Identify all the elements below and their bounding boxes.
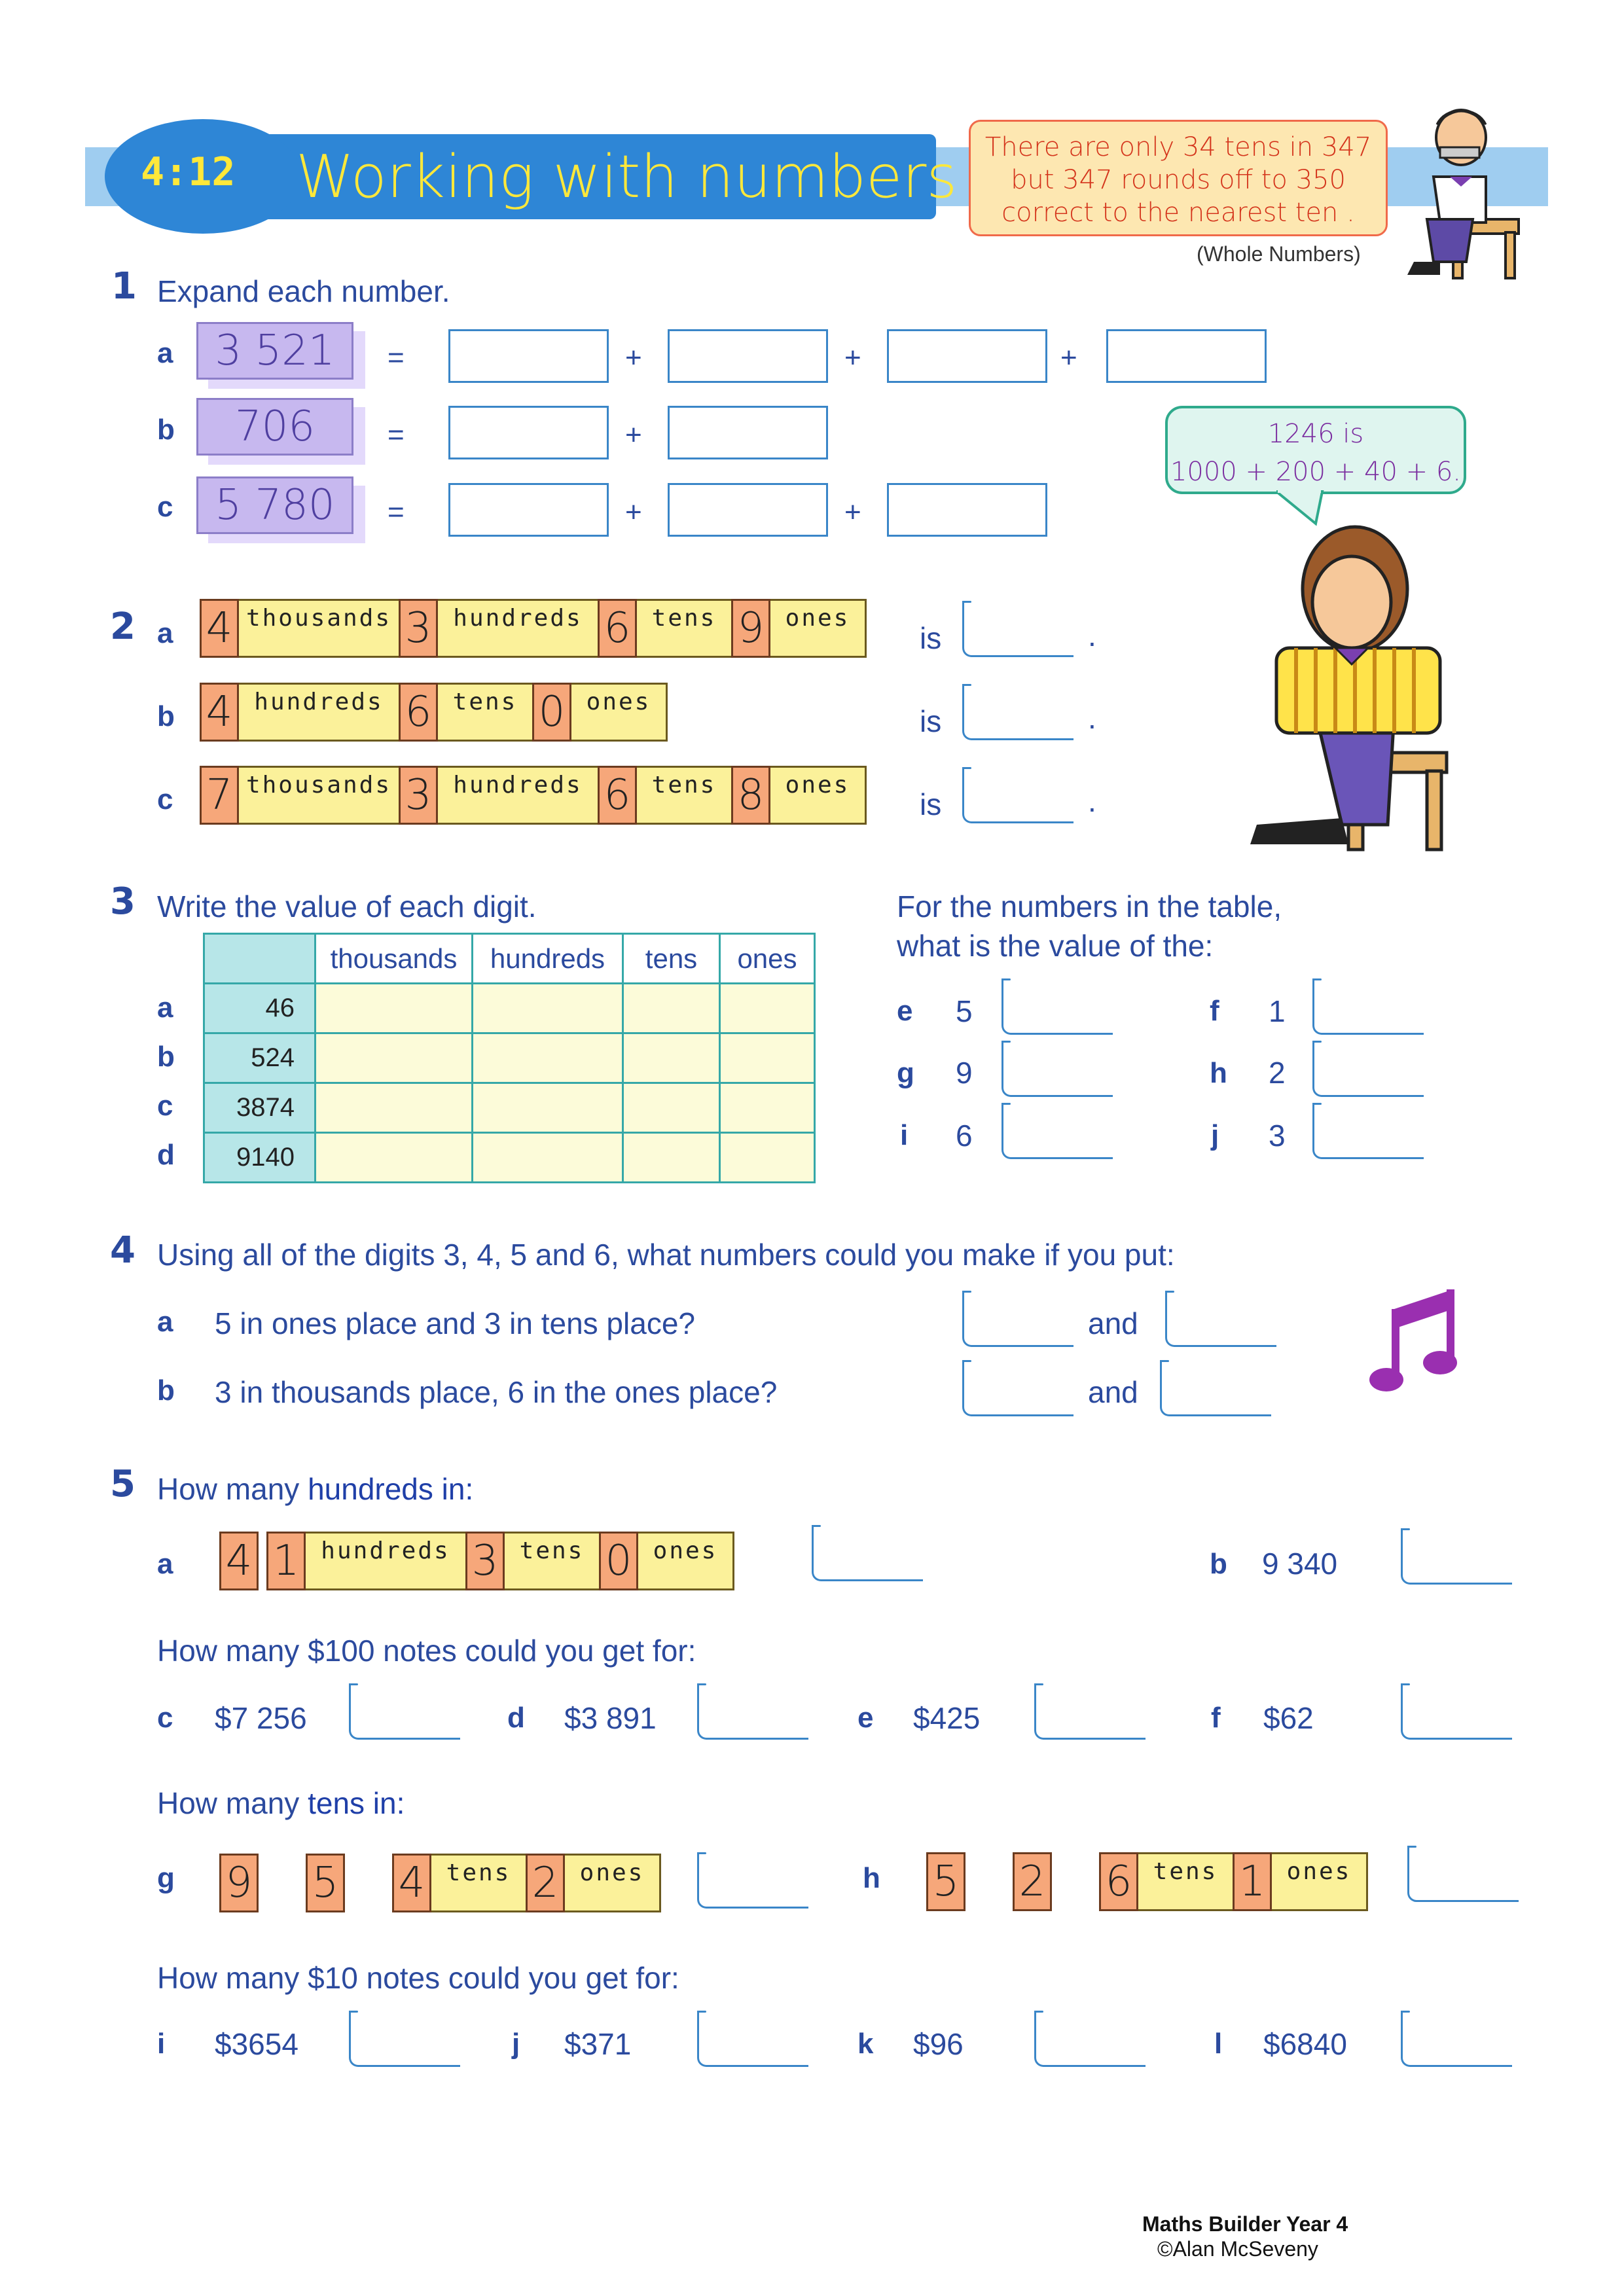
q5h-word-1: tens	[1136, 1852, 1235, 1911]
q2b-digit-3: 0	[532, 683, 571, 742]
cell-b-ones[interactable]	[720, 1033, 815, 1083]
lesson-code: 4:12	[141, 149, 236, 195]
footer-book: Maths Builder Year 4	[1142, 2212, 1348, 2236]
place-value-table	[203, 933, 816, 1183]
q5e-answer[interactable]	[1034, 1683, 1146, 1740]
q5-text-tens-bold: tens in:	[308, 1786, 405, 1820]
q5g-place-strip	[219, 1854, 659, 1912]
q3h-digit: 2	[1269, 1056, 1286, 1090]
q3i-answer[interactable]	[1001, 1103, 1113, 1159]
q3-letter-a: a	[157, 992, 173, 1024]
cell-b-tens[interactable]	[623, 1033, 720, 1083]
q5-letter-h: h	[863, 1862, 880, 1894]
q5a-digit-4: 0	[599, 1532, 638, 1590]
q1b-answer-2[interactable]	[668, 406, 828, 459]
q3f-answer[interactable]	[1312, 978, 1424, 1035]
q1c-number-card: 5 780	[196, 476, 353, 534]
harmonica-player-illustration	[1388, 98, 1532, 288]
header-hundreds: hundreds	[473, 934, 623, 984]
q3-letter-c: c	[157, 1090, 173, 1122]
q5k-value: $96	[913, 2027, 964, 2061]
question-2-number: 2	[110, 605, 135, 648]
q3g-answer[interactable]	[1001, 1041, 1113, 1097]
q5i-answer[interactable]	[349, 2011, 460, 2067]
q2a-place-strip	[200, 599, 865, 658]
q1c-answer-3[interactable]	[887, 483, 1047, 537]
q5-letter-b: b	[1210, 1548, 1227, 1580]
table-row	[204, 1133, 815, 1183]
q3j-digit: 3	[1269, 1119, 1286, 1153]
question-5-number: 5	[110, 1463, 135, 1505]
q2a-digit-1: 4	[200, 599, 239, 658]
question-3-number: 3	[110, 880, 135, 923]
speech-bubble	[1165, 406, 1466, 494]
q1-letter-c: c	[157, 491, 173, 523]
q2a-is: is	[920, 621, 942, 655]
header-thousands: thousands	[316, 934, 473, 984]
q5a-digit-2: 1	[266, 1532, 306, 1590]
q5i-value: $3654	[215, 2027, 298, 2061]
q2-letter-b: b	[157, 700, 175, 732]
q5g-word-1: tens	[429, 1854, 528, 1912]
cell-a-hundreds[interactable]	[473, 984, 623, 1033]
q2b-place-strip	[200, 683, 666, 742]
q2c-digit-3: 6	[598, 766, 637, 825]
row-value-a: 46	[204, 984, 316, 1033]
q5-letter-f: f	[1211, 1702, 1221, 1734]
q5k-answer[interactable]	[1034, 2011, 1146, 2067]
question-1-text: Expand each number.	[157, 274, 450, 308]
cell-d-thousands[interactable]	[316, 1133, 473, 1183]
q5h-digit-4: 1	[1233, 1852, 1272, 1911]
row-value-b: 524	[204, 1033, 316, 1083]
q5e-value: $425	[913, 1701, 981, 1735]
q4a-and: and	[1088, 1306, 1138, 1340]
q5h-place-strip	[926, 1852, 1366, 1911]
q5c-answer[interactable]	[349, 1683, 460, 1740]
q5a-place-strip	[219, 1532, 732, 1590]
q3-side-text-2: what is the value of the:	[897, 929, 1214, 963]
q3-letter-e: e	[897, 995, 913, 1027]
cell-b-thousands[interactable]	[316, 1033, 473, 1083]
q2c-word-4: ones	[768, 766, 867, 825]
q5h-digit-3: 6	[1099, 1852, 1138, 1911]
q5g-digit-3: 4	[392, 1854, 431, 1912]
q2b-is: is	[920, 704, 942, 738]
q2a-digit-4: 9	[731, 599, 770, 658]
cell-a-ones[interactable]	[720, 984, 815, 1033]
q2-letter-c: c	[157, 783, 173, 816]
table-row	[204, 984, 815, 1033]
music-note-icon	[1368, 1283, 1466, 1401]
question-4-text: Using all of the digits 3, 4, 5 and 6, what numbers could you make if you put:	[157, 1238, 1175, 1272]
cell-c-tens[interactable]	[623, 1083, 720, 1133]
q5a-word-1: hundreds	[304, 1532, 467, 1590]
q1a-answer-4[interactable]	[1106, 329, 1267, 383]
q5-text-tens-start: How many	[157, 1786, 308, 1820]
q3-letter-h: h	[1210, 1057, 1227, 1089]
tip-box	[969, 120, 1388, 236]
cell-c-thousands[interactable]	[316, 1083, 473, 1133]
q1b-equals: =	[388, 419, 405, 451]
q5-letter-j: j	[512, 2028, 520, 2060]
q1b-answer-1[interactable]	[448, 406, 609, 459]
q5g-digit-1: 9	[219, 1854, 259, 1912]
table-row	[204, 1083, 815, 1133]
q1a-answer-2[interactable]	[668, 329, 828, 383]
q3f-digit: 1	[1269, 994, 1286, 1028]
q3e-digit: 5	[956, 994, 973, 1028]
q2c-word-1: thousands	[237, 766, 401, 825]
q2b-digit-1: 4	[200, 683, 239, 742]
q2a-digit-3: 6	[598, 599, 637, 658]
q3-side-text-1: For the numbers in the table,	[897, 889, 1282, 924]
q1c-plus-1: +	[625, 496, 642, 528]
q3e-answer[interactable]	[1001, 978, 1113, 1035]
q2c-place-strip	[200, 766, 865, 825]
q1-letter-a: a	[157, 337, 173, 369]
q2a-word-2: hundreds	[436, 599, 600, 658]
q3-letter-d: d	[157, 1139, 175, 1171]
q5b-answer[interactable]	[1401, 1528, 1512, 1585]
q5a-answer[interactable]	[812, 1525, 923, 1581]
q2c-period: .	[1088, 784, 1096, 818]
q5a-word-3: ones	[636, 1532, 734, 1590]
q5-letter-i: i	[157, 2028, 166, 2060]
q2c-digit-2: 3	[399, 766, 438, 825]
q2b-word-3: ones	[569, 683, 668, 742]
question-5-text	[157, 1471, 473, 1507]
q2b-word-2: tens	[436, 683, 534, 742]
q3-letter-j: j	[1211, 1119, 1219, 1151]
table-corner	[204, 934, 316, 984]
q1c-answer-2[interactable]	[668, 483, 828, 537]
q3-letter-f: f	[1210, 995, 1219, 1027]
question-3-text: Write the value of each digit.	[157, 889, 537, 924]
q1a-answer-3[interactable]	[887, 329, 1047, 383]
speech-line-1: 1246 is	[1267, 419, 1364, 449]
q4a-text: 5 in ones place and 3 in tens place?	[215, 1306, 695, 1340]
q4b-text: 3 in thousands place, 6 in the ones place?	[215, 1375, 778, 1409]
q5-letter-a: a	[157, 1548, 173, 1580]
q1c-plus-2: +	[844, 496, 861, 528]
q3-letter-g: g	[897, 1057, 914, 1089]
cell-d-ones[interactable]	[720, 1133, 815, 1183]
q1c-equals: =	[388, 496, 405, 528]
q5g-digit-2: 5	[306, 1854, 345, 1912]
speech-line-2: 1000 + 200 + 40 + 6.	[1170, 457, 1462, 487]
q2a-period: .	[1088, 619, 1096, 653]
q5-letter-c: c	[157, 1702, 173, 1734]
q5c-value: $7 256	[215, 1701, 307, 1735]
topic-label: (Whole Numbers)	[1197, 242, 1361, 266]
q2a-word-4: ones	[768, 599, 867, 658]
q5h-word-2: ones	[1270, 1852, 1368, 1911]
q5g-digit-4: 2	[526, 1854, 565, 1912]
q5a-word-2: tens	[503, 1532, 601, 1590]
header-tens: tens	[623, 934, 720, 984]
cell-b-hundreds[interactable]	[473, 1033, 623, 1083]
q5f-value: $62	[1263, 1701, 1314, 1735]
q2c-word-2: hundreds	[436, 766, 600, 825]
q2b-word-1: hundreds	[237, 683, 401, 742]
q2a-word-1: thousands	[237, 599, 401, 658]
cell-a-thousands[interactable]	[316, 984, 473, 1033]
cell-a-tens[interactable]	[623, 984, 720, 1033]
q5a-digit-3: 3	[465, 1532, 505, 1590]
q1a-plus-1: +	[625, 342, 642, 374]
q5d-value: $3 891	[564, 1701, 657, 1735]
q1-letter-b: b	[157, 414, 175, 446]
q5-text-hundreds: hundreds in:	[308, 1472, 474, 1506]
table-row	[204, 1033, 815, 1083]
header-ones: ones	[720, 934, 815, 984]
tip-line-1: There are only 34 tens in 347	[984, 132, 1372, 162]
cell-c-ones[interactable]	[720, 1083, 815, 1133]
cell-d-tens[interactable]	[623, 1133, 720, 1183]
q5b-value: 9 340	[1262, 1547, 1338, 1581]
q2c-answer[interactable]	[962, 767, 1074, 823]
q5-text-10-notes: How many $10 notes could you get for:	[157, 1961, 679, 1995]
row-value-d: 9140	[204, 1133, 316, 1183]
q2a-answer[interactable]	[962, 601, 1074, 657]
q4b-answer-1[interactable]	[962, 1360, 1074, 1416]
q1a-number-card: 3 521	[196, 322, 353, 380]
q1b-plus-1: +	[625, 419, 642, 451]
q3-letter-i: i	[900, 1119, 909, 1151]
q5j-answer[interactable]	[697, 2011, 808, 2067]
q1b-number-card: 706	[196, 398, 353, 456]
q1a-plus-2: +	[844, 342, 861, 374]
q4-letter-b: b	[157, 1374, 175, 1407]
q1a-answer-1[interactable]	[448, 329, 609, 383]
q5-letter-l: l	[1214, 2028, 1223, 2060]
q5-letter-d: d	[507, 1702, 525, 1734]
q2b-period: .	[1088, 701, 1096, 735]
tip-line-2: but 347 rounds off to 350	[1011, 165, 1346, 195]
question-4-number: 4	[110, 1229, 135, 1272]
q5g-answer[interactable]	[697, 1852, 808, 1909]
q5l-answer[interactable]	[1401, 2011, 1512, 2067]
q5-letter-k: k	[857, 2028, 874, 2060]
q5-text-tens	[157, 1785, 405, 1821]
q1c-answer-1[interactable]	[448, 483, 609, 537]
q2a-digit-2: 3	[399, 599, 438, 658]
q2a-word-3: tens	[635, 599, 733, 658]
row-value-c: 3874	[204, 1083, 316, 1133]
q5g-word-2: ones	[563, 1854, 661, 1912]
q5h-digit-2: 2	[1013, 1852, 1052, 1911]
accordion-player-illustration	[1244, 517, 1479, 857]
q3j-answer[interactable]	[1312, 1103, 1424, 1159]
q4-letter-a: a	[157, 1306, 173, 1338]
q3g-digit: 9	[956, 1056, 973, 1090]
question-1-number: 1	[111, 265, 137, 308]
q4a-answer-2[interactable]	[1165, 1291, 1276, 1347]
q5h-answer[interactable]	[1407, 1846, 1519, 1902]
footer-author: ©Alan McSeveny	[1157, 2237, 1318, 2261]
q4a-answer-1[interactable]	[962, 1291, 1074, 1347]
q2b-digit-2: 6	[399, 683, 438, 742]
q3-letter-b: b	[157, 1041, 175, 1073]
q1a-plus-3: +	[1060, 342, 1077, 374]
q5j-value: $371	[564, 2027, 632, 2061]
q2c-word-3: tens	[635, 766, 733, 825]
q4b-and: and	[1088, 1375, 1138, 1409]
q2c-digit-1: 7	[200, 766, 239, 825]
q2b-answer[interactable]	[962, 684, 1074, 740]
q5d-answer[interactable]	[697, 1683, 808, 1740]
q5l-value: $6840	[1263, 2027, 1347, 2061]
q2c-is: is	[920, 787, 942, 821]
cell-c-hundreds[interactable]	[473, 1083, 623, 1133]
page-title: Working with numbers	[296, 143, 958, 211]
q5-letter-e: e	[857, 1702, 874, 1734]
q2c-digit-4: 8	[731, 766, 770, 825]
q5a-digit-1: 4	[219, 1532, 259, 1590]
q5-text-100-notes: How many $100 notes could you get for:	[157, 1634, 696, 1668]
q3h-answer[interactable]	[1312, 1041, 1424, 1097]
q2-letter-a: a	[157, 617, 173, 649]
q5h-digit-1: 5	[926, 1852, 965, 1911]
tip-line-3: correct to the nearest ten .	[1001, 198, 1355, 228]
q5-text-start: How many	[157, 1472, 308, 1506]
cell-d-hundreds[interactable]	[473, 1133, 623, 1183]
q5-letter-g: g	[157, 1862, 175, 1894]
q1a-equals: =	[388, 342, 405, 374]
q3i-digit: 6	[956, 1119, 973, 1153]
q5f-answer[interactable]	[1401, 1683, 1512, 1740]
q4b-answer-2[interactable]	[1160, 1360, 1271, 1416]
